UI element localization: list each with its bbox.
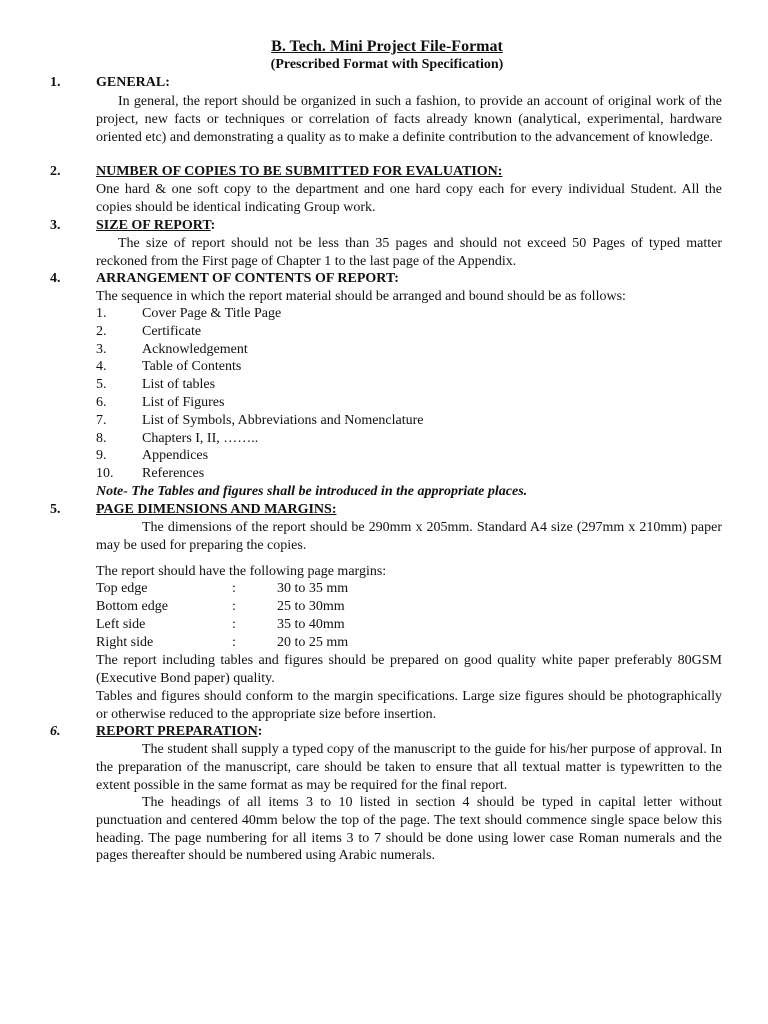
section-number: 2. <box>50 164 61 179</box>
margin-separator: : <box>232 635 236 650</box>
list-item-text: References <box>142 466 205 481</box>
section-paragraph: The student shall supply a typed copy of the manuscript to the guide for his/her purpose of approval. In the preparation of the manuscript, care should be taken to ensure that all textual matter is typewritten to the extent possible in the same format as may be required for the final report. <box>96 742 722 793</box>
section-paragraph: The report should have the following page margins: <box>96 564 387 579</box>
section-intro: The sequence in which the report material should be arranged and bound should be as follows: <box>96 289 626 304</box>
section-heading-preparation <box>96 723 262 741</box>
list-item-number: 10. <box>96 466 114 481</box>
section-heading-dimensions: PAGE DIMENSIONS AND MARGINS: <box>96 502 337 517</box>
margin-separator: : <box>232 599 236 614</box>
margin-value: 30 to 35 mm <box>277 581 349 596</box>
list-item-text: Certificate <box>142 324 202 339</box>
section-paragraph: The dimensions of the report should be 290mm x 205mm. Standard A4 size (297mm x 210mm) paper may be used for preparing the copies. <box>96 520 722 553</box>
section-number: 4. <box>50 271 61 286</box>
list-item-number: 8. <box>96 431 107 446</box>
list-item-text: List of tables <box>142 377 216 392</box>
section-paragraph: One hard & one soft copy to the department and one hard copy each for every individual Student. All the copies should be identical indicating Group work. <box>96 182 722 215</box>
section-paragraph: Tables and figures should conform to the margin specifications. Large size figures should be photographically or otherwise reduced to the appropriate size before insertion. <box>96 689 722 722</box>
section-paragraph: The report including tables and figures should be prepared on good quality white paper preferably 80GSM (Executive Bond paper) quality. <box>96 653 722 686</box>
list-item-number: 1. <box>96 306 107 321</box>
list-item-number: 7. <box>96 413 107 428</box>
margin-label: Right side <box>96 635 154 650</box>
margin-separator: : <box>232 617 236 632</box>
list-item-text: Appendices <box>142 448 209 463</box>
list-item-number: 6. <box>96 395 107 410</box>
section-note: Note- The Tables and figures shall be introduced in the appropriate places. <box>96 484 528 499</box>
margin-value: 20 to 25 mm <box>277 635 349 650</box>
section-heading-copies: NUMBER OF COPIES TO BE SUBMITTED FOR EVALUATION: <box>96 164 503 179</box>
list-item-text: Chapters I, II, …….. <box>142 431 259 446</box>
section-number: 3. <box>50 218 61 233</box>
margin-label: Bottom edge <box>96 599 168 614</box>
document-title: B. Tech. Mini Project File-Format <box>271 38 503 55</box>
margin-value: 35 to 40mm <box>277 617 345 632</box>
list-item-text: Table of Contents <box>142 359 242 374</box>
section-paragraph: The headings of all items 3 to 10 listed in section 4 should be typed in capital letter without punctuation and centered 40mm below the top of the page. The text should commence single space below this heading. The page numbering for all items 3 to 7 should be done using lower case Roman numerals and the pages thereafter should be numbered using Arabic numerals. <box>96 795 722 864</box>
margin-value: 25 to 30mm <box>277 599 345 614</box>
section-heading-general: GENERAL: <box>96 75 170 90</box>
section-number: 1. <box>50 75 61 90</box>
section-heading-text: REPORT PREPARATION <box>96 724 258 739</box>
list-item-text: Cover Page & Title Page <box>142 306 282 321</box>
section-number: 5. <box>50 502 61 517</box>
section-paragraph: In general, the report should be organized in such a fashion, to provide an account of original work of the project, new facts or techniques or correlation of facts already known (analytical, experimental, hardware oriented etc) and demonstrating a quality as to make a definite contribution to the advancement of knowledge. <box>96 94 722 145</box>
list-item-text: List of Symbols, Abbreviations and Nomenclature <box>142 413 424 428</box>
margin-label: Top edge <box>96 581 148 596</box>
list-item-text: List of Figures <box>142 395 225 410</box>
section-number: 6. <box>50 724 61 739</box>
section-heading-size <box>96 217 215 235</box>
list-item-number: 9. <box>96 448 107 463</box>
list-item-number: 3. <box>96 342 107 357</box>
section-paragraph: The size of report should not be less than 35 pages and should not exceed 50 Pages of typed matter reckoned from the First page of Chapter 1 to the last page of the Appendix. <box>96 236 722 269</box>
section-heading-text: SIZE OF REPORT <box>96 218 211 233</box>
margin-label: Left side <box>96 617 146 632</box>
section-heading-colon: : <box>210 218 216 233</box>
document-subtitle: (Prescribed Format with Specification) <box>270 57 504 72</box>
list-item-number: 5. <box>96 377 107 392</box>
margin-separator: : <box>232 581 236 596</box>
section-heading-colon: : <box>257 724 263 739</box>
section-heading-arrangement: ARRANGEMENT OF CONTENTS OF REPORT: <box>96 271 399 286</box>
list-item-number: 2. <box>96 324 107 339</box>
list-item-text: Acknowledgement <box>142 342 248 357</box>
list-item-number: 4. <box>96 359 107 374</box>
